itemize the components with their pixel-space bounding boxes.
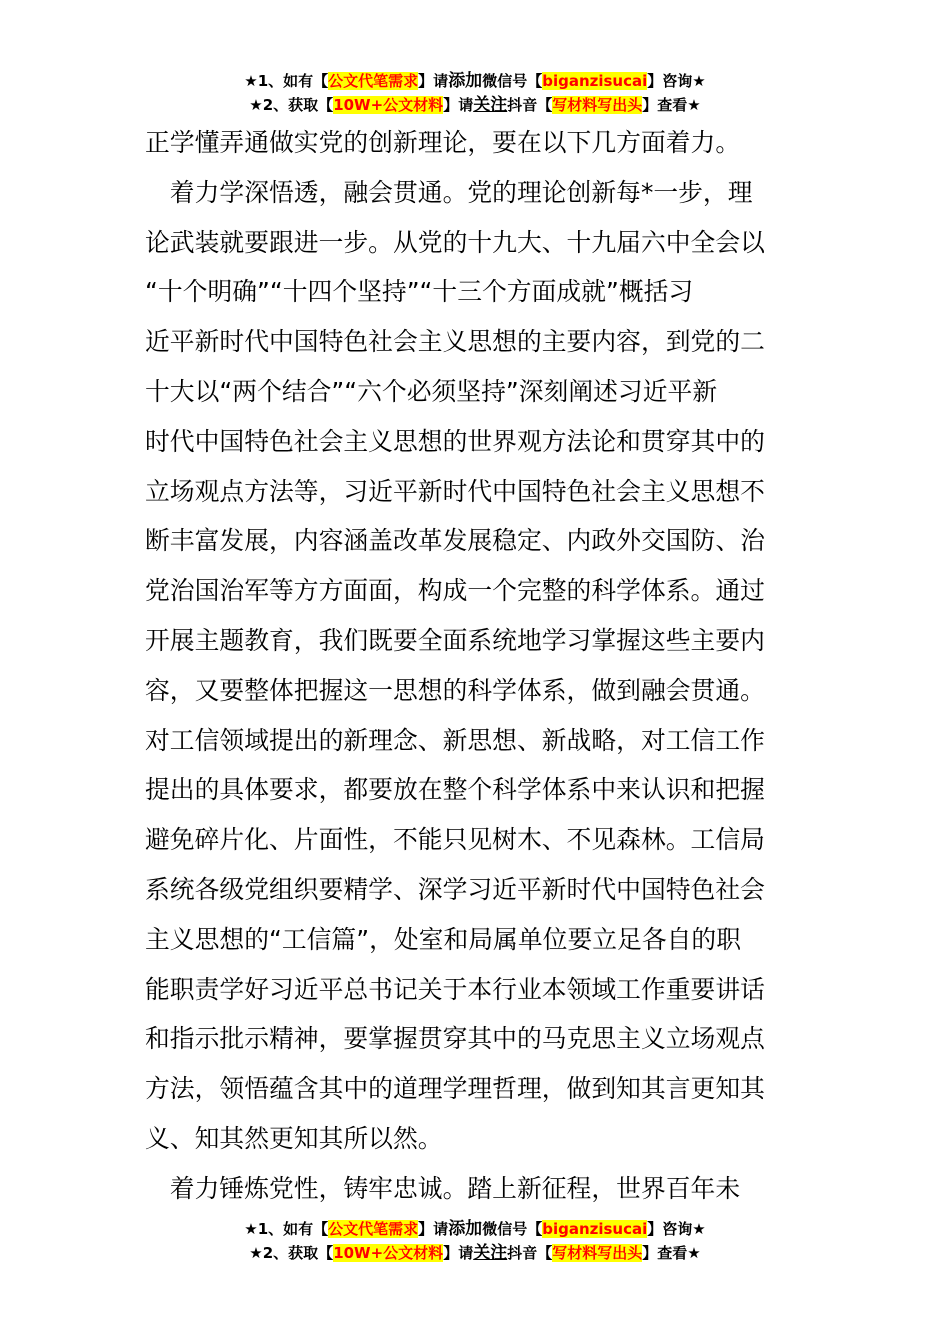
banner-line-1-suffix: 】咨询★ — [647, 72, 706, 90]
body-line: 方法，领悟蕴含其中的道理学理哲理，做到知其言更知其 — [145, 1074, 765, 1104]
body-line: 主义思想的“工信篇”，处室和局属单位要立足各自的职 — [145, 924, 742, 954]
footer-line-2-highlight-materials: 10W+公文材料 — [333, 1244, 444, 1262]
banner-line-1-emph: 添加 — [448, 71, 483, 91]
banner-line-2-douyin-account: 写材料写出头 — [552, 96, 643, 114]
body-line: 十大以“两个结合”“六个必须坚持”深刻阐述习近平新 — [145, 376, 718, 406]
banner-line-2-suffix: 】查看★ — [642, 96, 701, 114]
body-line: 立场观点方法等，习近平新时代中国特色社会主义思想不 — [145, 476, 765, 506]
body-line: 着力锤炼党性，铸牢忠诚。踏上新征程，世界百年未 — [145, 1173, 741, 1203]
footer-line-1-mid1: 】请 — [418, 1220, 449, 1238]
body-line: 提出的具体要求，都要放在整个科学体系中来认识和把握 — [145, 775, 765, 805]
banner-line-1-wechat-id: biganzisucai — [542, 72, 648, 90]
body-line: 对工信领域提出的新理念、新思想、新战略，对工信工作 — [145, 725, 765, 755]
footer-banner-line-2 — [0, 1241, 950, 1265]
banner-line-1-prefix: ★1、如有【 — [244, 72, 329, 90]
footer-line-1-emph: 添加 — [448, 1219, 483, 1239]
footer-banner-line-1 — [0, 1217, 950, 1241]
body-line: 着力学深悟透，融会贯通。党的理论创新每*一步，理 — [145, 177, 753, 207]
body-line: 容，又要整体把握这一思想的科学体系，做到融会贯通。 — [145, 675, 765, 705]
footer-line-2-mid1: 】请 — [443, 1244, 474, 1262]
footer-line-2-suffix: 】查看★ — [642, 1244, 701, 1262]
banner-line-1-mid2: 微信号【 — [482, 72, 543, 90]
body-line: 时代中国特色社会主义思想的世界观方法论和贯穿其中的 — [145, 426, 765, 456]
header-banner — [0, 69, 950, 117]
body-line: 避免碎片化、片面性，不能只见树木、不见森林。工信局 — [145, 825, 765, 855]
banner-line-2-mid2: 抖音【 — [507, 96, 553, 114]
footer-banner — [0, 1217, 950, 1265]
body-line: 近平新时代中国特色社会主义思想的主要内容，到党的二 — [145, 327, 765, 357]
banner-line-1-highlight-ghostwriting: 公文代笔需求 — [328, 72, 419, 90]
body-line: 开展主题教育，我们既要全面系统地学习掌握这些主要内 — [145, 625, 765, 655]
footer-line-2-douyin-account: 写材料写出头 — [552, 1244, 643, 1262]
document-body — [145, 118, 815, 1214]
footer-line-2-emph: 关注 — [473, 1243, 508, 1263]
body-line: 和指示批示精神，要掌握贯穿其中的马克思主义立场观点 — [145, 1024, 765, 1054]
body-line: 能职责学好习近平总书记关于本行业本领域工作重要讲话 — [145, 974, 765, 1004]
banner-line-2-mid1: 】请 — [443, 96, 474, 114]
banner-line-2-prefix: ★2、获取【 — [249, 96, 334, 114]
banner-line-1-mid1: 】请 — [418, 72, 449, 90]
body-line: 断丰富发展，内容涵盖改革发展稳定、内政外交国防、治 — [145, 526, 765, 556]
body-line: 论武装就要跟进一步。从党的十九大、十九届六中全会以 — [145, 227, 765, 257]
body-line: 义、知其然更知其所以然。 — [145, 1123, 443, 1153]
banner-line-2 — [0, 93, 950, 117]
body-line: 系统各级党组织要精学、深学习近平新时代中国特色社会 — [145, 874, 765, 904]
footer-line-2-mid2: 抖音【 — [507, 1244, 553, 1262]
footer-line-1-highlight-ghostwriting: 公文代笔需求 — [328, 1220, 419, 1238]
body-line: 党治国治军等方方面面，构成一个完整的科学体系。通过 — [145, 576, 765, 606]
banner-line-2-highlight-materials: 10W+公文材料 — [333, 96, 444, 114]
banner-line-1 — [0, 69, 950, 93]
banner-line-2-emph: 关注 — [473, 95, 508, 115]
footer-line-2-prefix: ★2、获取【 — [249, 1244, 334, 1262]
footer-line-1-suffix: 】咨询★ — [647, 1220, 706, 1238]
body-line: “十个明确”“十四个坚持”“十三个方面成就”概括习 — [145, 277, 694, 307]
footer-line-1-prefix: ★1、如有【 — [244, 1220, 329, 1238]
footer-line-1-mid2: 微信号【 — [482, 1220, 543, 1238]
footer-line-1-wechat-id: biganzisucai — [542, 1220, 648, 1238]
body-line: 正学懂弄通做实党的创新理论，要在以下几方面着力。 — [145, 128, 741, 157]
